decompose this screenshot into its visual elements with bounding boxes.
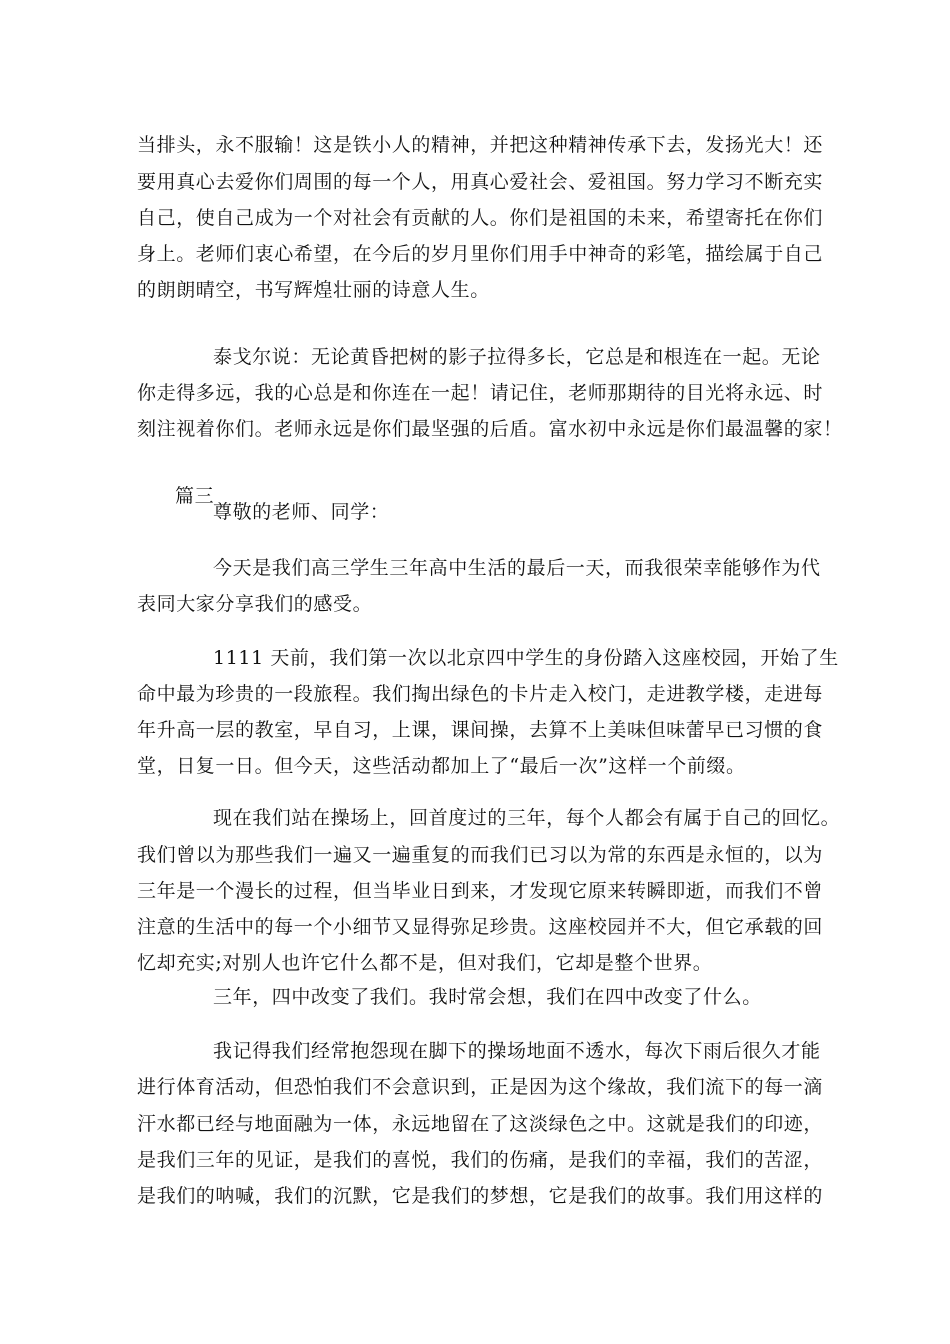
text-line: 泰戈尔说：无论黄昏把树的影子拉得多长，它总是和根连在一起。无论: [213, 346, 821, 368]
text-line: 是我们三年的见证，是我们的喜悦，我们的伤痛，是我们的幸福，我们的苦涩，: [137, 1149, 824, 1171]
text-line: 堂，日复一日。但今天，这些活动都加上了“最后一次”这样一个前缀。: [137, 755, 746, 777]
text-line: 三年，四中改变了我们。我时常会想，我们在四中改变了什么。: [213, 986, 762, 1008]
text-line: 年升高一层的教室，早自习，上课，课间操，去算不上美味但味蕾早已习惯的食: [137, 719, 824, 741]
text-line: 自己，使自己成为一个对社会有贡献的人。你们是祖国的未来，希望寄托在你们: [137, 207, 824, 229]
text-line: 现在我们站在操场上，回首度过的三年，每个人都会有属于自己的回忆。: [213, 807, 841, 829]
text-line: 当排头，永不服输！这是铁小人的精神，并把这种精神传承下去，发扬光大！还: [137, 134, 824, 156]
text-line: 我记得我们经常抱怨现在脚下的操场地面不透水，每次下雨后很久才能: [213, 1040, 821, 1062]
text-line: 是我们的呐喊，我们的沉默，它是我们的梦想，它是我们的故事。我们用这样的: [137, 1185, 824, 1207]
text-line: 你走得多远，我的心总是和你连在一起！请记住，老师那期待的目光将永远、时: [137, 382, 824, 404]
section-heading: 篇三: [175, 485, 215, 507]
text-line: 今天是我们高三学生三年高中生活的最后一天，而我很荣幸能够作为代: [213, 557, 821, 579]
text-line: 的朗朗晴空，书写辉煌壮丽的诗意人生。: [137, 279, 490, 301]
text-line: 忆却充实;对别人也许它什么都不是，但对我们，它却是整个世界。: [137, 952, 713, 974]
text-line: 表同大家分享我们的感受。: [137, 593, 373, 615]
text-line: 1111 天前，我们第一次以北京四中学生的身份踏入这座校园，开始了生: [213, 647, 839, 669]
text-line: 进行体育活动，但恐怕我们不会意识到，正是因为这个缘故，我们流下的每一滴: [137, 1076, 824, 1098]
text-line: 我们曾以为那些我们一遍又一遍重复的而我们已习以为常的东西是永恒的，以为: [137, 844, 824, 866]
text-line: 要用真心去爱你们周围的每一个人，用真心爱社会、爱祖国。努力学习不断充实: [137, 171, 824, 193]
text-line: 刻注视着你们。老师永远是你们最坚强的后盾。富水初中永远是你们最温馨的家！: [137, 418, 843, 440]
text-line: 汗水都已经与地面融为一体，永远地留在了这淡绿色之中。这就是我们的印迹，: [137, 1113, 824, 1135]
salutation: 尊敬的老师、同学：: [213, 501, 390, 523]
text-line: 三年是一个漫长的过程，但当毕业日到来，才发现它原来转瞬即逝，而我们不曾: [137, 880, 824, 902]
text-line: 身上。老师们衷心希望，在今后的岁月里你们用手中神奇的彩笔，描绘属于自己: [137, 243, 824, 265]
text-line: 命中最为珍贵的一段旅程。我们掏出绿色的卡片走入校门，走进教学楼，走进每: [137, 683, 824, 705]
text-line: 注意的生活中的每一个小细节又显得弥足珍贵。这座校园并不大，但它承载的回: [137, 916, 824, 938]
